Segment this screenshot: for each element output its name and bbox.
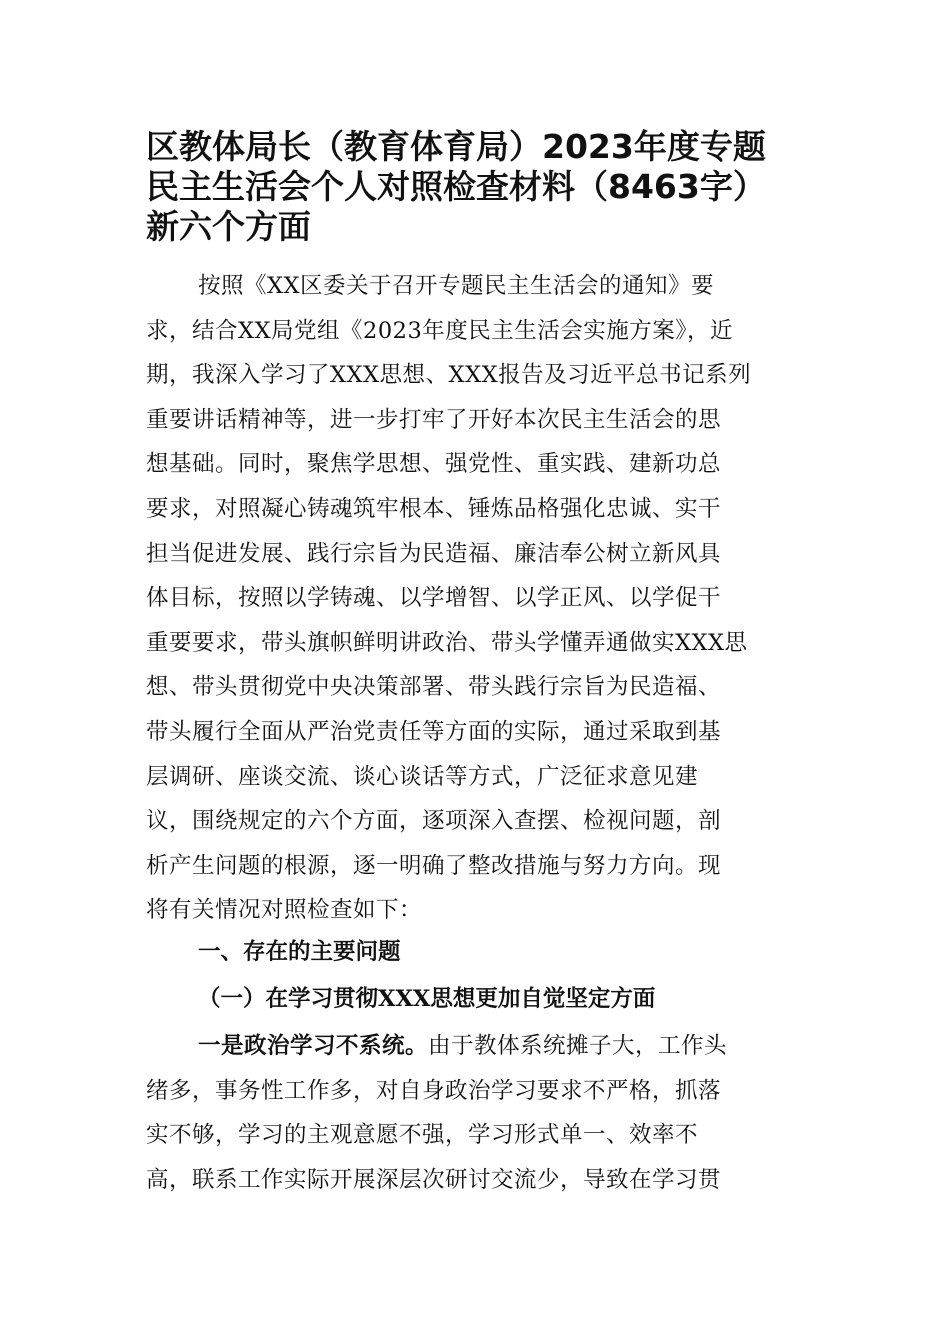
paragraph-line: 议，围绕规定的六个方面，逐项深入查摆、检视问题，剖 (146, 808, 722, 835)
section-heading: 一、存在的主要问题 (198, 939, 401, 965)
paragraph-line: 重要要求，带头旗帜鲜明讲政治、带头学懂弄通做实XXX思 (146, 629, 748, 656)
paragraph-line: 想基础。同时，聚焦学思想、强党性、重实践、建新功总 (146, 451, 722, 478)
intro-paragraph (146, 264, 816, 933)
paragraph-line: 重要讲话精神等，进一步打牢了开好本次民主生活会的思 (146, 406, 722, 433)
paragraph-line: 带头履行全面从严治党责任等方面的实际，通过采取到基 (146, 718, 722, 745)
paragraph-line: 期，我深入学习了XXX思想、XXX报告及习近平总书记系列 (146, 362, 752, 389)
point-lead: 一是政治学习不系统。 (198, 1033, 429, 1059)
paragraph-line: 要求，对照凝心铸魂筑牢根本、锤炼品格强化忠诚、实干 (146, 495, 722, 522)
paragraph-line: 层调研、座谈交流、谈心谈话等方式，广泛征求意见建 (146, 763, 699, 790)
paragraph-line: 按照《XX区委关于召开专题民主生活会的通知》要 (198, 273, 715, 299)
paragraph-line: 析产生问题的根源，逐一明确了整改措施与努力方向。现 (146, 852, 722, 879)
paragraph-first-line (146, 1024, 816, 1069)
paragraph-line: 体目标，按照以学铸魂、以学增智、以学正风、以学促干 (146, 585, 722, 612)
paragraph-line: 担当促进发展、践行宗旨为民造福、廉洁奉公树立新风具 (146, 540, 722, 567)
paragraph-line: 绪多，事务性工作多，对自身政治学习要求不严格，抓落 (146, 1077, 722, 1104)
title-line: 民主生活会个人对照检查材料（8463字） (146, 167, 766, 206)
paragraph-line: 想、带头贯彻党中央决策部署、带头践行宗旨为民造福、 (146, 674, 722, 701)
point-first-line-rest: 由于教体系统摊子大，工作头 (428, 1033, 728, 1059)
title-line: 新六个方面 (146, 207, 311, 246)
title-line: 区教体局长（教育体育局）2023年度专题 (146, 127, 766, 166)
paragraph-line: 实不够，学习的主观意愿不强，学习形式单一、效率不 (146, 1122, 699, 1149)
point-paragraph (146, 1024, 816, 1202)
paragraph-line: 高，联系工作实际开展深层次研讨交流少，导致在学习贯 (146, 1166, 722, 1193)
subsection-heading: （一）在学习贯彻XXX思想更加自觉坚定方面 (198, 986, 656, 1012)
document-title (146, 127, 816, 247)
paragraph-line: 将有关情况对照检查如下： (146, 897, 423, 924)
paragraph-line: 求，结合XX局党组《2023年度民主生活会实施方案》，近 (146, 317, 734, 344)
